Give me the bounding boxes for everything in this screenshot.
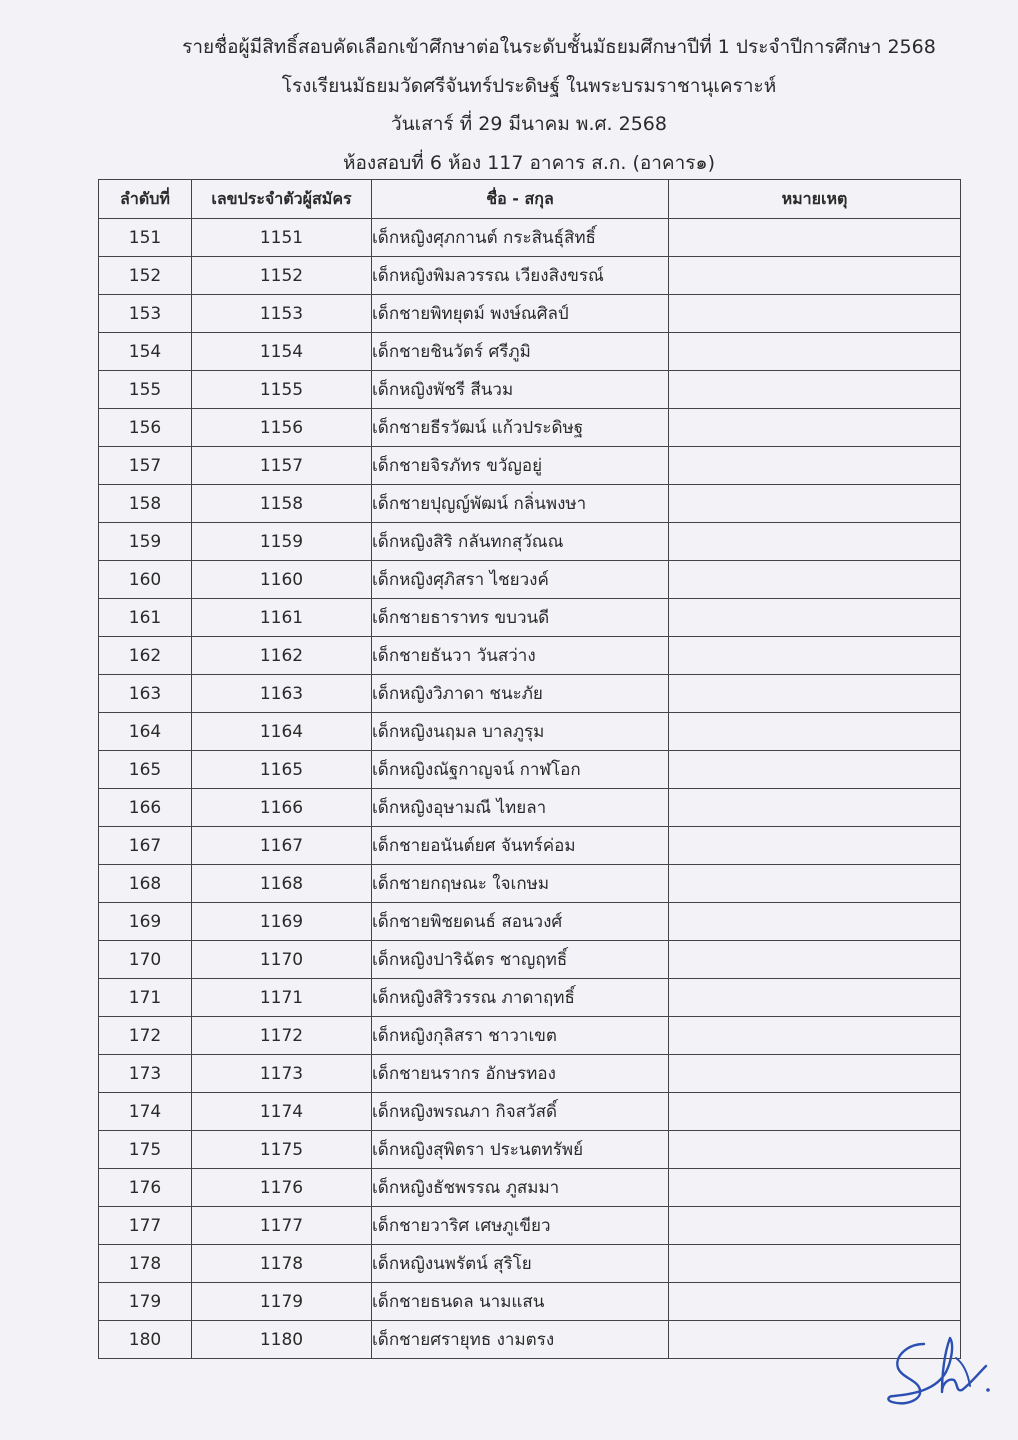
cell-applicant-id: 1153	[192, 295, 372, 333]
table-row	[99, 713, 961, 751]
table-row	[99, 1131, 961, 1169]
cell-note	[669, 257, 961, 295]
cell-note	[669, 333, 961, 371]
cell-note	[669, 827, 961, 865]
cell-order: 178	[99, 1245, 192, 1283]
cell-note	[669, 295, 961, 333]
cell-name: เด็กหญิงศุภิสรา ไชยวงค์	[372, 561, 669, 599]
cell-note	[669, 447, 961, 485]
table-row	[99, 903, 961, 941]
cell-applicant-id: 1180	[192, 1321, 372, 1359]
header-school: โรงเรียนมัธยมวัดศรีจันทร์ประดิษฐ์ ในพระบรมราชานุเคราะห์	[281, 74, 777, 97]
cell-applicant-id: 1159	[192, 523, 372, 561]
cell-name: เด็กชายธาราทร ขบวนดี	[372, 599, 669, 637]
cell-note	[669, 1017, 961, 1055]
cell-name: เด็กหญิงพรณภา กิจสวัสดิ์	[372, 1093, 669, 1131]
cell-order: 159	[99, 523, 192, 561]
cell-name: เด็กหญิงสิริ กลันทกสุวัณณ	[372, 523, 669, 561]
cell-applicant-id: 1173	[192, 1055, 372, 1093]
cell-note	[669, 751, 961, 789]
col-header-applicant-id: เลขประจำตัวผู้สมัคร	[192, 180, 372, 219]
cell-order: 167	[99, 827, 192, 865]
cell-order: 173	[99, 1055, 192, 1093]
cell-name: เด็กชายชินวัตร์ ศรีภูมิ	[372, 333, 669, 371]
cell-applicant-id: 1170	[192, 941, 372, 979]
cell-name: เด็กหญิงณัฐกาญจน์ กาฬโอก	[372, 751, 669, 789]
cell-note	[669, 219, 961, 257]
cell-order: 164	[99, 713, 192, 751]
cell-name: เด็กหญิงอุษามณี ไทยลา	[372, 789, 669, 827]
cell-name: เด็กหญิงกุลิสรา ชาวาเขต	[372, 1017, 669, 1055]
table-row	[99, 295, 961, 333]
cell-note	[669, 903, 961, 941]
cell-name: เด็กชายจิรภัทร ขวัญอยู่	[372, 447, 669, 485]
table-row	[99, 599, 961, 637]
cell-note	[669, 789, 961, 827]
cell-applicant-id: 1151	[192, 219, 372, 257]
cell-order: 155	[99, 371, 192, 409]
col-header-name: ชื่อ - สกุล	[372, 180, 669, 219]
cell-note	[669, 1055, 961, 1093]
cell-name: เด็กหญิงนฤมล บาลภูรุม	[372, 713, 669, 751]
table-row	[99, 675, 961, 713]
cell-note	[669, 1207, 961, 1245]
cell-note	[669, 1283, 961, 1321]
cell-applicant-id: 1161	[192, 599, 372, 637]
cell-order: 169	[99, 903, 192, 941]
table-row	[99, 219, 961, 257]
cell-applicant-id: 1152	[192, 257, 372, 295]
cell-note	[669, 1245, 961, 1283]
cell-name: เด็กหญิงธัชพรรณ ภูสมมา	[372, 1169, 669, 1207]
cell-applicant-id: 1178	[192, 1245, 372, 1283]
cell-order: 161	[99, 599, 192, 637]
cell-applicant-id: 1168	[192, 865, 372, 903]
cell-note	[669, 371, 961, 409]
cell-order: 158	[99, 485, 192, 523]
table-row	[99, 485, 961, 523]
cell-order: 151	[99, 219, 192, 257]
cell-note	[669, 1169, 961, 1207]
cell-order: 179	[99, 1283, 192, 1321]
cell-name: เด็กหญิงนพรัตน์ สุริโย	[372, 1245, 669, 1283]
cell-applicant-id: 1162	[192, 637, 372, 675]
table-row	[99, 1017, 961, 1055]
cell-applicant-id: 1175	[192, 1131, 372, 1169]
cell-name: เด็กหญิงสิริวรรณ ภาดาฤทธิ์	[372, 979, 669, 1017]
cell-applicant-id: 1167	[192, 827, 372, 865]
table-row	[99, 637, 961, 675]
cell-note	[669, 561, 961, 599]
cell-note	[669, 1131, 961, 1169]
cell-applicant-id: 1156	[192, 409, 372, 447]
document-header	[98, 28, 960, 182]
table-row	[99, 1207, 961, 1245]
header-title: รายชื่อผู้มีสิทธิ์สอบคัดเลือกเข้าศึกษาต่อในระดับชั้นมัธยมศึกษาปีที่ 1 ประจำปีการศึกษา 2568	[182, 36, 936, 58]
cell-applicant-id: 1154	[192, 333, 372, 371]
cell-order: 165	[99, 751, 192, 789]
table-row	[99, 979, 961, 1017]
cell-note	[669, 675, 961, 713]
table-row	[99, 751, 961, 789]
cell-order: 163	[99, 675, 192, 713]
cell-name: เด็กหญิงพิมลวรรณ เวียงสิงขรณ์	[372, 257, 669, 295]
cell-applicant-id: 1163	[192, 675, 372, 713]
table-row	[99, 827, 961, 865]
cell-name: เด็กหญิงพัชรี สีนวม	[372, 371, 669, 409]
header-date: วันเสาร์ ที่ 29 มีนาคม พ.ศ. 2568	[391, 113, 667, 135]
cell-name: เด็กชายพิทยุตม์ พงษ์ณศิลป์	[372, 295, 669, 333]
cell-order: 153	[99, 295, 192, 333]
cell-order: 168	[99, 865, 192, 903]
cell-order: 162	[99, 637, 192, 675]
col-header-order: ลำดับที่	[99, 180, 192, 219]
table-row	[99, 1245, 961, 1283]
cell-name: เด็กชายธันวา วันสว่าง	[372, 637, 669, 675]
cell-order: 172	[99, 1017, 192, 1055]
table-header-row	[99, 180, 961, 219]
signature-image	[884, 1330, 1002, 1410]
table-row	[99, 333, 961, 371]
table-row	[99, 789, 961, 827]
cell-note	[669, 865, 961, 903]
cell-name: เด็กชายวาริศ เศษภูเขียว	[372, 1207, 669, 1245]
cell-applicant-id: 1158	[192, 485, 372, 523]
table-row	[99, 447, 961, 485]
cell-applicant-id: 1171	[192, 979, 372, 1017]
cell-note	[669, 523, 961, 561]
table-row	[99, 865, 961, 903]
cell-note	[669, 599, 961, 637]
cell-name: เด็กชายอนันต์ยศ จันทร์ค่อม	[372, 827, 669, 865]
cell-applicant-id: 1166	[192, 789, 372, 827]
header-room: ห้องสอบที่ 6 ห้อง 117 อาคาร ส.ก. (อาคาร๑)	[342, 151, 715, 174]
table-row	[99, 941, 961, 979]
cell-order: 152	[99, 257, 192, 295]
cell-applicant-id: 1155	[192, 371, 372, 409]
cell-name: เด็กชายปุญญ์พัฒน์ กลิ่นพงษา	[372, 485, 669, 523]
cell-applicant-id: 1177	[192, 1207, 372, 1245]
cell-order: 180	[99, 1321, 192, 1359]
cell-applicant-id: 1157	[192, 447, 372, 485]
table-row	[99, 1055, 961, 1093]
cell-order: 166	[99, 789, 192, 827]
cell-note	[669, 713, 961, 751]
cell-name: เด็กหญิงปาริฉัตร ชาญฤทธิ์	[372, 941, 669, 979]
cell-applicant-id: 1174	[192, 1093, 372, 1131]
candidate-table	[98, 179, 961, 1359]
cell-order: 170	[99, 941, 192, 979]
cell-name: เด็กชายนรากร อักษรทอง	[372, 1055, 669, 1093]
cell-applicant-id: 1165	[192, 751, 372, 789]
cell-order: 177	[99, 1207, 192, 1245]
cell-name: เด็กหญิงวิภาดา ชนะภัย	[372, 675, 669, 713]
cell-name: เด็กหญิงสุพิตรา ประนตทรัพย์	[372, 1131, 669, 1169]
cell-order: 160	[99, 561, 192, 599]
cell-order: 171	[99, 979, 192, 1017]
cell-name: เด็กชายศรายุทธ งามตรง	[372, 1321, 669, 1359]
table-row	[99, 523, 961, 561]
cell-applicant-id: 1176	[192, 1169, 372, 1207]
col-header-note: หมายเหตุ	[669, 180, 961, 219]
table-row	[99, 409, 961, 447]
cell-order: 154	[99, 333, 192, 371]
cell-order: 156	[99, 409, 192, 447]
cell-name: เด็กชายพิชยดนธ์ สอนวงศ์	[372, 903, 669, 941]
table-row	[99, 1321, 961, 1359]
cell-note	[669, 979, 961, 1017]
table-row	[99, 257, 961, 295]
cell-applicant-id: 1172	[192, 1017, 372, 1055]
cell-applicant-id: 1169	[192, 903, 372, 941]
cell-order: 176	[99, 1169, 192, 1207]
cell-order: 175	[99, 1131, 192, 1169]
cell-order: 157	[99, 447, 192, 485]
cell-applicant-id: 1179	[192, 1283, 372, 1321]
table-body	[99, 219, 961, 1359]
table-row	[99, 1283, 961, 1321]
table-row	[99, 1169, 961, 1207]
table-row	[99, 561, 961, 599]
table-row	[99, 371, 961, 409]
cell-name: เด็กหญิงศุภกานต์ กระสินธุ์สิทธิ์	[372, 219, 669, 257]
table-row	[99, 1093, 961, 1131]
cell-note	[669, 637, 961, 675]
cell-note	[669, 1093, 961, 1131]
cell-order: 174	[99, 1093, 192, 1131]
cell-note	[669, 941, 961, 979]
cell-name: เด็กชายกฤษณะ ใจเกษม	[372, 865, 669, 903]
cell-note	[669, 485, 961, 523]
cell-note	[669, 409, 961, 447]
cell-name: เด็กชายธนดล นามแสน	[372, 1283, 669, 1321]
cell-applicant-id: 1160	[192, 561, 372, 599]
cell-applicant-id: 1164	[192, 713, 372, 751]
cell-name: เด็กชายธีรวัฒน์ แก้วประดิษฐ	[372, 409, 669, 447]
